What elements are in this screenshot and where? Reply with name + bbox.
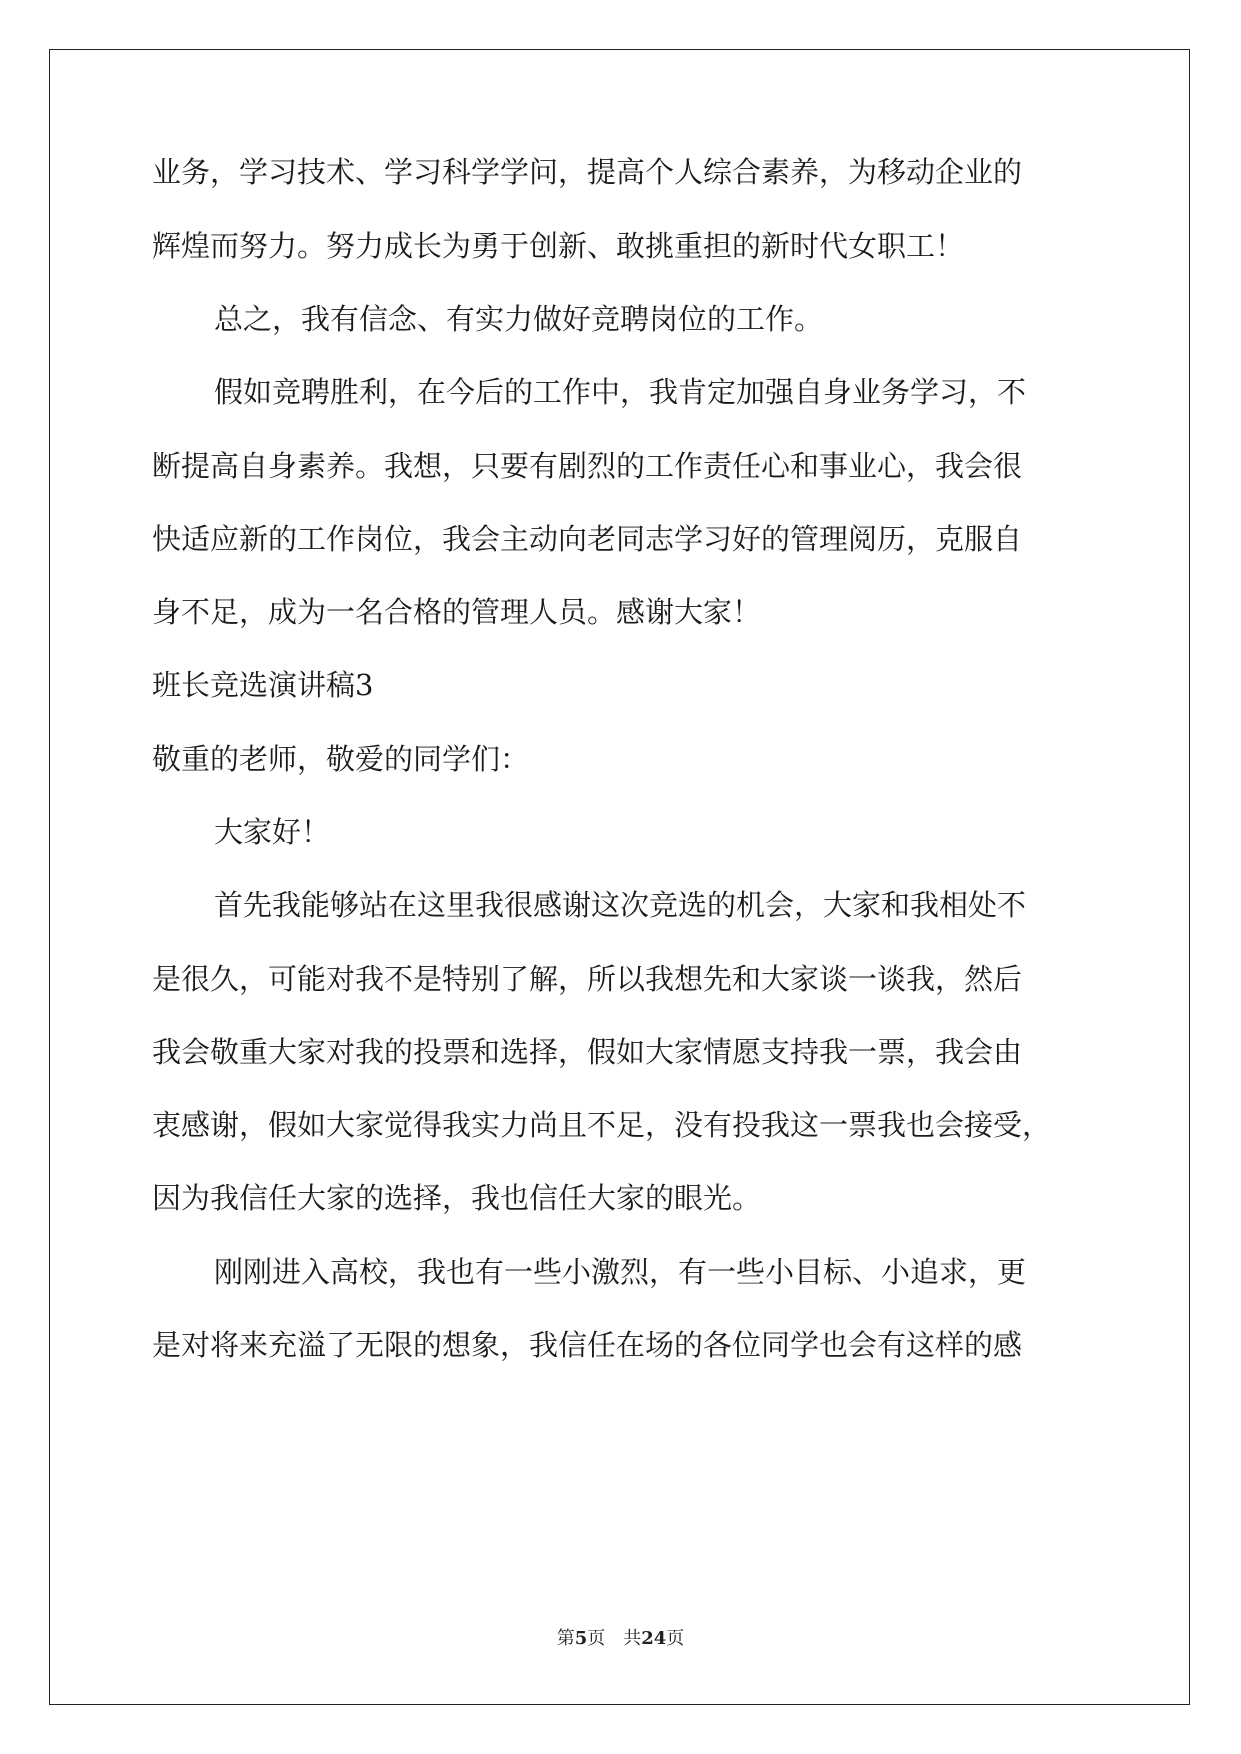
page-number: 5	[574, 1628, 588, 1649]
paragraph-line: 刚刚进入高校，我也有一些小激烈，有一些小目标、小追求，更	[214, 1255, 1027, 1289]
total-pages: 24	[641, 1628, 667, 1649]
text-line: 衷感谢，假如大家觉得我实力尚且不足，没有投我这一票我也会接受，	[152, 1108, 1052, 1142]
text-line: 断提高自身素养。我想，只要有剧烈的工作责任心和事业心，我会很	[152, 449, 1023, 483]
text-line: 辉煌而努力。努力成长为勇于创新、敢挑重担的新时代女职工！	[152, 229, 965, 263]
paragraph-line: 总之，我有信念、有实力做好竞聘岗位的工作。	[214, 302, 824, 336]
greeting: 大家好！	[214, 815, 331, 849]
text-line: 我会敬重大家对我的投票和选择，假如大家情愿支持我一票，我会由	[152, 1035, 1023, 1069]
page-border	[49, 49, 1190, 1705]
section-heading: 班长竞选演讲稿3	[152, 668, 374, 702]
text-line: 是很久，可能对我不是特别了解，所以我想先和大家谈一谈我，然后	[152, 962, 1023, 996]
footer-page-suffix: 页	[587, 1628, 606, 1649]
paragraph-line: 首先我能够站在这里我很感谢这次竞选的机会，大家和我相处不	[214, 888, 1027, 922]
footer-prefix: 第	[556, 1628, 575, 1649]
salutation: 敬重的老师，敬爱的同学们：	[152, 742, 530, 776]
footer-total-suffix: 页	[666, 1628, 685, 1649]
text-line: 身不足，成为一名合格的管理人员。感谢大家！	[152, 595, 762, 629]
page-footer	[0, 1627, 1241, 1651]
text-line: 业务，学习技术、学习科学学问，提高个人综合素养，为移动企业的	[152, 155, 1023, 189]
footer-total-prefix: 共	[623, 1628, 642, 1649]
text-line: 快适应新的工作岗位，我会主动向老同志学习好的管理阅历，克服自	[152, 522, 1023, 556]
paragraph-line: 假如竞聘胜利，在今后的工作中，我肯定加强自身业务学习，不	[214, 375, 1027, 409]
text-line: 因为我信任大家的选择，我也信任大家的眼光。	[152, 1181, 762, 1215]
text-line: 是对将来充溢了无限的想象，我信任在场的各位同学也会有这样的感	[152, 1328, 1023, 1362]
